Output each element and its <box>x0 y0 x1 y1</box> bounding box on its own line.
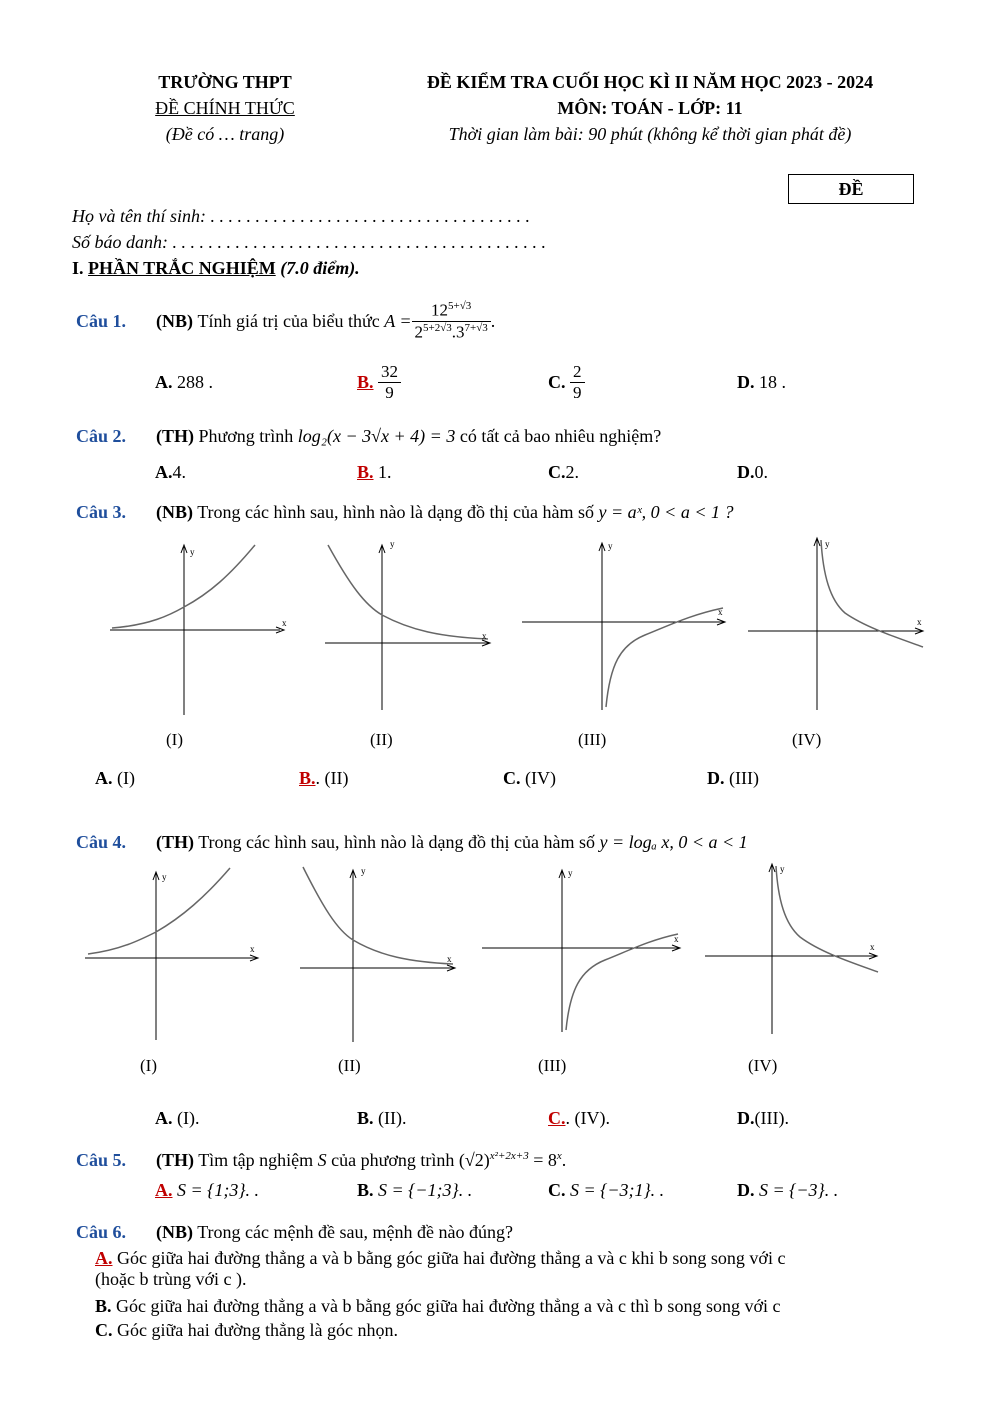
option-c[interactable]: C.. (IV). <box>548 1108 610 1128</box>
question-text: Trong các hình sau, hình nào là dạng đồ thị của hàm số <box>197 502 594 522</box>
expr-fraction: $\frac{12^{5+√3}}{2^{5+2√3}.3^{7+√3}}$ <box>412 300 491 342</box>
question-level: (NB) <box>156 1222 193 1242</box>
option-b[interactable]: B. 1. <box>357 462 392 482</box>
q3-caption-1: (I) <box>166 730 183 749</box>
option-a[interactable]: A.4. <box>155 462 186 482</box>
q2-options <box>155 462 955 488</box>
q4-caption-1: (I) <box>140 1056 157 1075</box>
question-text: Tìm tập nghiệm <box>198 1150 314 1170</box>
question-number: Câu 2. <box>76 426 127 446</box>
section-title <box>72 258 360 279</box>
q3-graph-1 <box>110 545 287 715</box>
question-6 <box>76 1222 513 1243</box>
option-a[interactable]: A. (I) <box>95 768 135 788</box>
q4-graph-3 <box>482 868 680 1032</box>
q3-options <box>95 768 895 794</box>
question-level: (NB) <box>156 310 193 331</box>
question-expr: y = logₐ x, 0 < a < 1 <box>599 832 748 852</box>
q6-option-c[interactable]: C. Góc giữa hai đường thẳng là góc nhọn. <box>95 1320 398 1340</box>
q4-graph-1 <box>85 868 258 1040</box>
question-expr: log₂(x − 3√x + 4) = 3 <box>297 426 456 446</box>
question-number: Câu 5. <box>76 1150 127 1170</box>
svg-text:x: x <box>250 944 255 954</box>
svg-text:y: y <box>568 868 573 878</box>
question-text: Trong các hình sau, hình nào là dạng đồ thị của hàm số <box>198 832 595 852</box>
q3-graphs <box>100 535 940 755</box>
question-5 <box>76 1150 566 1171</box>
option-b[interactable]: B. (II). <box>357 1108 407 1128</box>
q4-caption-4: (IV) <box>748 1056 778 1075</box>
svg-text:x: x <box>674 934 679 944</box>
question-level: (TH) <box>156 832 194 852</box>
option-d[interactable]: D. S = {−3}. . <box>737 1180 839 1200</box>
question-text-mid: của phương trình <box>331 1150 455 1170</box>
q4-graphs <box>80 862 900 1057</box>
question-var: S <box>317 1150 327 1170</box>
svg-text:y: y <box>190 547 195 557</box>
question-level: (TH) <box>156 426 194 446</box>
school-name: TRƯỜNG THPT <box>158 72 292 92</box>
student-name-field: Họ và tên thí sinh: . . . . . . . . . . . . . . . . . . . . . . . . . . . . . . . . . . . . <box>72 206 530 226</box>
exam-title: ĐỀ KIỂM TRA CUỐI HỌC KÌ II NĂM HỌC 2023 - 2024 <box>426 72 874 92</box>
question-expr: y = aˣ, 0 < a < 1 ? <box>598 502 734 522</box>
q4-caption-3: (III) <box>538 1056 567 1075</box>
q4-options <box>155 1108 955 1134</box>
question-number: Câu 1. <box>76 310 127 331</box>
option-d[interactable]: D.(III). <box>737 1108 789 1128</box>
q3-graph-4 <box>748 538 923 710</box>
subject-line: MÔN: TOÁN - LỚP: 11 <box>557 98 743 118</box>
question-number: Câu 3. <box>76 502 127 522</box>
option-c[interactable]: C.2. <box>548 462 579 482</box>
question-text: Tính giá trị của biểu thức <box>197 310 380 331</box>
question-text: Phương trình <box>198 426 294 446</box>
option-a[interactable]: A. 288 . <box>155 372 213 392</box>
question-2 <box>76 426 661 447</box>
svg-text:x: x <box>282 618 287 628</box>
option-a[interactable]: A. (I). <box>155 1108 200 1128</box>
question-1: Câu 1. (NB) Tính giá trị của biểu thức A = $\frac{12^{5+√3}}{2^{5+2√3}.3^{7+√3}}$ . <box>76 299 496 342</box>
expr-lhs: A = <box>384 310 412 331</box>
question-expr: $(√2)^{x^2+2x+3} = 8^x$. <box>458 1150 567 1170</box>
page-count: (Đề có … trang) <box>165 124 285 144</box>
option-b[interactable]: B. S = {−1;3}. . <box>357 1180 473 1200</box>
question-3 <box>76 502 733 523</box>
option-b[interactable]: B.. (II) <box>299 768 349 788</box>
q3-graph-3 <box>522 541 725 710</box>
svg-text:y: y <box>162 872 167 882</box>
section-prefix: I. <box>72 258 89 278</box>
svg-text:x: x <box>718 607 723 617</box>
svg-text:y: y <box>608 541 613 551</box>
question-4 <box>76 832 748 853</box>
option-d[interactable]: D. 18 . <box>737 372 786 392</box>
option-d[interactable]: D.0. <box>737 462 768 482</box>
q1-options <box>155 362 955 408</box>
svg-text:y: y <box>825 539 830 549</box>
student-id-field: Số báo danh: . . . . . . . . . . . . . . . . . . . . . . . . . . . . . . . . . . . . . . . . . . <box>72 232 546 252</box>
official-label: ĐỀ CHÍNH THỨC <box>155 98 295 118</box>
q4-caption-2: (II) <box>338 1056 361 1075</box>
option-b[interactable]: B. $\frac{32}{9}$ <box>357 362 401 403</box>
question-number: Câu 6. <box>76 1222 127 1242</box>
q6-option-b[interactable]: B. Góc giữa hai đường thẳng a và b bằng góc giữa hai đường thẳng a và c thì b song song với c <box>95 1296 781 1316</box>
svg-text:y: y <box>390 539 395 549</box>
svg-text:y: y <box>361 866 366 876</box>
option-c[interactable]: C. $\frac{2}{9}$ <box>548 362 585 403</box>
section-points: (7.0 điểm). <box>275 258 360 278</box>
code-box: ĐỀ <box>788 174 914 204</box>
svg-text:y: y <box>780 864 785 874</box>
time-line: Thời gian làm bài: 90 phút (không kể thời gian phát đề) <box>448 124 852 144</box>
option-d[interactable]: D. (III) <box>707 768 759 788</box>
question-text: Trong các mệnh đề sau, mệnh đề nào đúng? <box>197 1222 513 1242</box>
svg-text:x: x <box>917 617 922 627</box>
q3-caption-2: (II) <box>370 730 393 749</box>
question-text-post: có tất cả bao nhiêu nghiệm? <box>459 426 662 446</box>
q5-options <box>155 1180 955 1206</box>
q4-graph-2 <box>300 866 455 1042</box>
q3-graph-2 <box>325 539 490 710</box>
section-name: PHẦN TRẮC NGHIỆM <box>88 258 276 278</box>
question-level: (TH) <box>156 1150 194 1170</box>
question-number: Câu 4. <box>76 832 127 852</box>
q3-caption-4: (IV) <box>792 730 822 749</box>
option-a[interactable]: A. S = {1;3}. . <box>155 1180 260 1200</box>
svg-text:x: x <box>447 954 452 964</box>
q6-option-a[interactable]: A. Góc giữa hai đường thẳng a và b bằng góc giữa hai đường thẳng a và c khi b song song với c (hoặc b trùng với c ). <box>95 1248 786 1289</box>
q4-graph-4 <box>705 864 878 1034</box>
q3-caption-3: (III) <box>578 730 607 749</box>
option-c[interactable]: C. (IV) <box>503 768 556 788</box>
question-level: (NB) <box>156 502 193 522</box>
option-c[interactable]: C. S = {−3;1}. . <box>548 1180 665 1200</box>
svg-text:x: x <box>870 942 875 952</box>
svg-text:x: x <box>482 631 487 641</box>
